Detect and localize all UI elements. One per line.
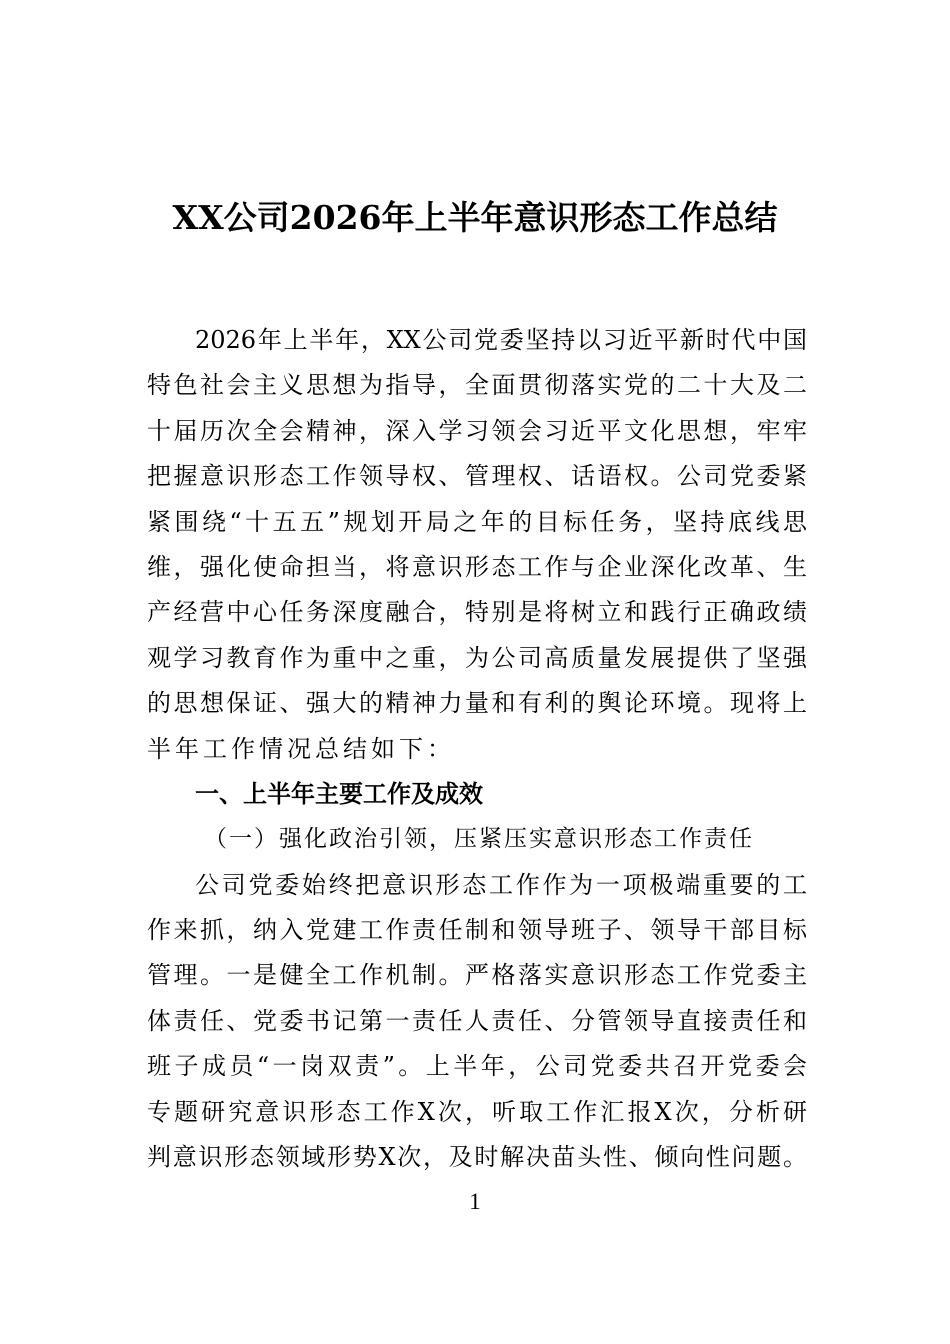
section-heading: 一、上半年主要工作及成效 xyxy=(195,779,483,808)
paragraph-line: 作来抓，纳入党建工作责任制和领导班子、领导干部目标 xyxy=(147,916,807,945)
paragraph-line: 判意识形态领域形势X次，及时解决苗头性、倾向性问题。 xyxy=(147,1143,807,1172)
paragraph-line: 观学习教育作为重中之重，为公司高质量发展提供了坚强 xyxy=(147,643,807,672)
paragraph-line: 维，强化使命担当，将意识形态工作与企业深化改革、生 xyxy=(147,552,807,581)
subsection-heading: （一）强化政治引领，压紧压实意识形态工作责任 xyxy=(204,826,754,853)
page-number: 1 xyxy=(469,1189,481,1214)
paragraph-line: 2026年上半年，XX公司党委坚持以习近平新时代中国 xyxy=(195,326,807,354)
paragraph-line: 十届历次全会精神，深入学习领会习近平文化思想，牢牢 xyxy=(147,416,807,445)
paragraph-line: 产经营中心任务深度融合，特别是将树立和践行正确政绩 xyxy=(147,598,807,627)
paragraph-line: 公司党委始终把意识形态工作作为一项极端重要的工 xyxy=(195,870,807,899)
paragraph-line: 班子成员“一岗双责”。上半年，公司党委共召开党委会 xyxy=(147,1052,807,1081)
paragraph-line: 把握意识形态工作领导权、管理权、话语权。公司党委紧 xyxy=(147,462,807,491)
document-title: XX公司2026年上半年意识形态工作总结 xyxy=(172,198,778,237)
paragraph-line: 的思想保证、强大的精神力量和有利的舆论环境。现将上 xyxy=(147,689,807,718)
paragraph-line: 体责任、党委书记第一责任人责任、分管领导直接责任和 xyxy=(147,1006,807,1035)
paragraph-line: 管理。一是健全工作机制。严格落实意识形态工作党委主 xyxy=(147,961,807,990)
paragraph-line: 特色社会主义思想为指导，全面贯彻落实党的二十大及二 xyxy=(147,371,807,400)
intro-paragraph xyxy=(147,318,807,1180)
paragraph-line: 半年工作情况总结如下： xyxy=(147,734,455,763)
paragraph-line: 紧围绕“十五五”规划开局之年的目标任务，坚持底线思 xyxy=(147,507,807,536)
paragraph-line: 专题研究意识形态工作X次，听取工作汇报X次，分析研 xyxy=(147,1097,807,1126)
